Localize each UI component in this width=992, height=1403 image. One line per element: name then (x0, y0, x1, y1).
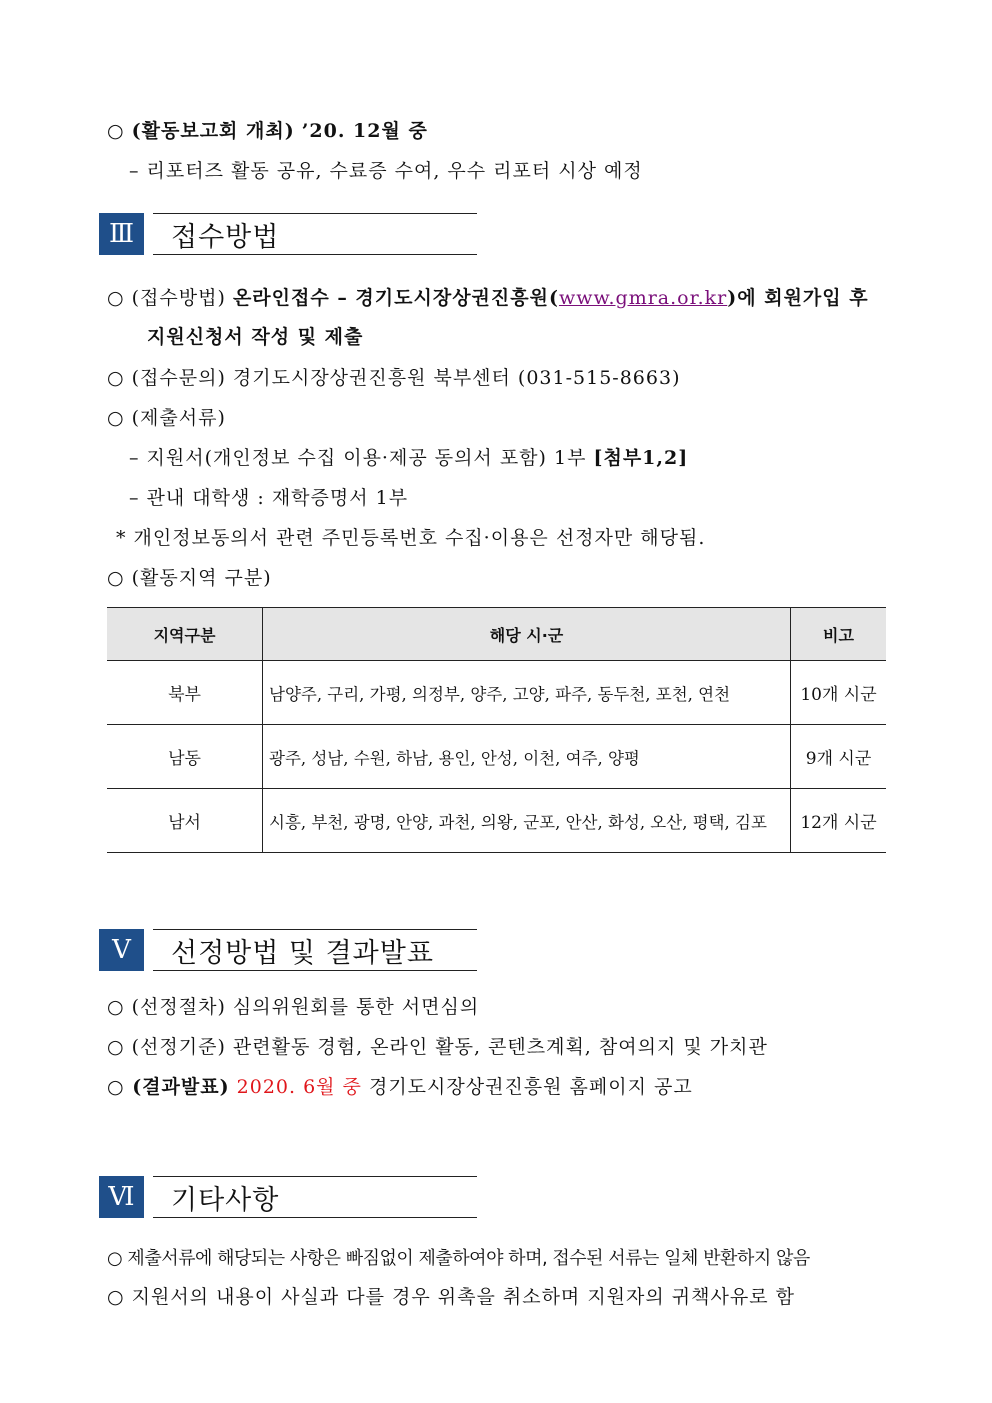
inquiry-line: ○ (접수문의) 경기도시장상권진흥원 북부센터 (031-515-8663) (107, 367, 681, 389)
selection-procedure: ○ (선정절차) 심의위원회를 통한 서면심의 (107, 996, 480, 1018)
cities-cell: 시흥, 부천, 광명, 안양, 과천, 의왕, 군포, 안산, 화성, 오산, 평택, 김포 (263, 789, 791, 853)
bullet-circle: ○ (107, 287, 125, 309)
documents-line: ○ (제출서류) (107, 407, 226, 429)
activity-report-line (107, 116, 428, 143)
result-announcement (107, 1072, 693, 1099)
section-3-title: 접수방법 (153, 213, 477, 255)
document-item-1 (129, 443, 688, 470)
activity-report-detail: – 리포터즈 활동 공유, 수료증 수여, 우수 리포터 시상 예정 (129, 160, 643, 182)
section-5-title: 선정방법 및 결과발표 (153, 929, 477, 971)
header-region: 지역구분 (107, 608, 263, 661)
region-cell: 북부 (107, 661, 263, 725)
table-row (107, 661, 886, 725)
cities-cell: 광주, 성남, 수원, 하남, 용인, 안성, 이천, 여주, 양평 (263, 725, 791, 789)
misc-item-2: ○ 지원서의 내용이 사실과 다를 경우 위촉을 취소하며 지원자의 귀책사유로 함 (107, 1286, 795, 1308)
header-cities: 해당 시·군 (263, 608, 791, 661)
section-6-title: 기타사항 (153, 1176, 477, 1218)
method-text-continued: 지원신청서 작성 및 제출 (147, 326, 364, 348)
regions-label: ○ (활동지역 구분) (107, 567, 272, 589)
result-date: 2020. 6월 중 (236, 1076, 362, 1098)
region-cell: 남서 (107, 789, 263, 853)
document-item-1-text: – 지원서(개인정보 수집 이용·제공 동의서 포함) 1부 (129, 447, 587, 469)
attachment-ref: [첨부1,2] (593, 447, 689, 469)
section-6-number: Ⅵ (99, 1176, 144, 1218)
result-label: ○ (결과발표) (107, 1076, 230, 1098)
website-link[interactable]: www.gmra.or.kr (558, 287, 728, 309)
table-row (107, 725, 886, 789)
method-text: 온라인접수 – 경기도시장상권진흥원( (232, 287, 559, 309)
region-cell: 남동 (107, 725, 263, 789)
note-cell: 9개 시군 (791, 725, 887, 789)
header-note: 비고 (791, 608, 887, 661)
method-text-end: )에 회원가입 후 (727, 287, 869, 309)
misc-item-1: ○ 제출서류에 해당되는 사항은 빠짐없이 제출하여야 하며, 접수된 서류는 일체 반환하지 않음 (107, 1248, 810, 1269)
table-row (107, 789, 886, 853)
bullet-circle: ○ (107, 120, 125, 142)
selection-criteria: ○ (선정기준) 관련활동 경험, 온라인 활동, 콘텐츠계획, 참여의지 및 가치관 (107, 1036, 768, 1058)
document-item-2: – 관내 대학생 : 재학증명서 1부 (129, 487, 409, 509)
result-text: 경기도시장상권진흥원 홈페이지 공고 (368, 1076, 693, 1098)
section-5-number: Ⅴ (99, 929, 144, 971)
table-header-row (107, 608, 886, 661)
note-cell: 12개 시군 (791, 789, 887, 853)
method-label: (접수방법) (131, 287, 226, 309)
cities-cell: 남양주, 구리, 가평, 의정부, 양주, 고양, 파주, 동두천, 포천, 연천 (263, 661, 791, 725)
section-3-number: Ⅲ (99, 213, 144, 255)
method-line (107, 283, 869, 310)
privacy-note: * 개인정보동의서 관련 주민등록번호 수집·이용은 선정자만 해당됨. (116, 527, 706, 549)
activity-report-value: ’20. 12월 중 (301, 120, 428, 142)
activity-report-label: (활동보고회 개최) (131, 120, 295, 142)
region-table (107, 607, 886, 853)
note-cell: 10개 시군 (791, 661, 887, 725)
